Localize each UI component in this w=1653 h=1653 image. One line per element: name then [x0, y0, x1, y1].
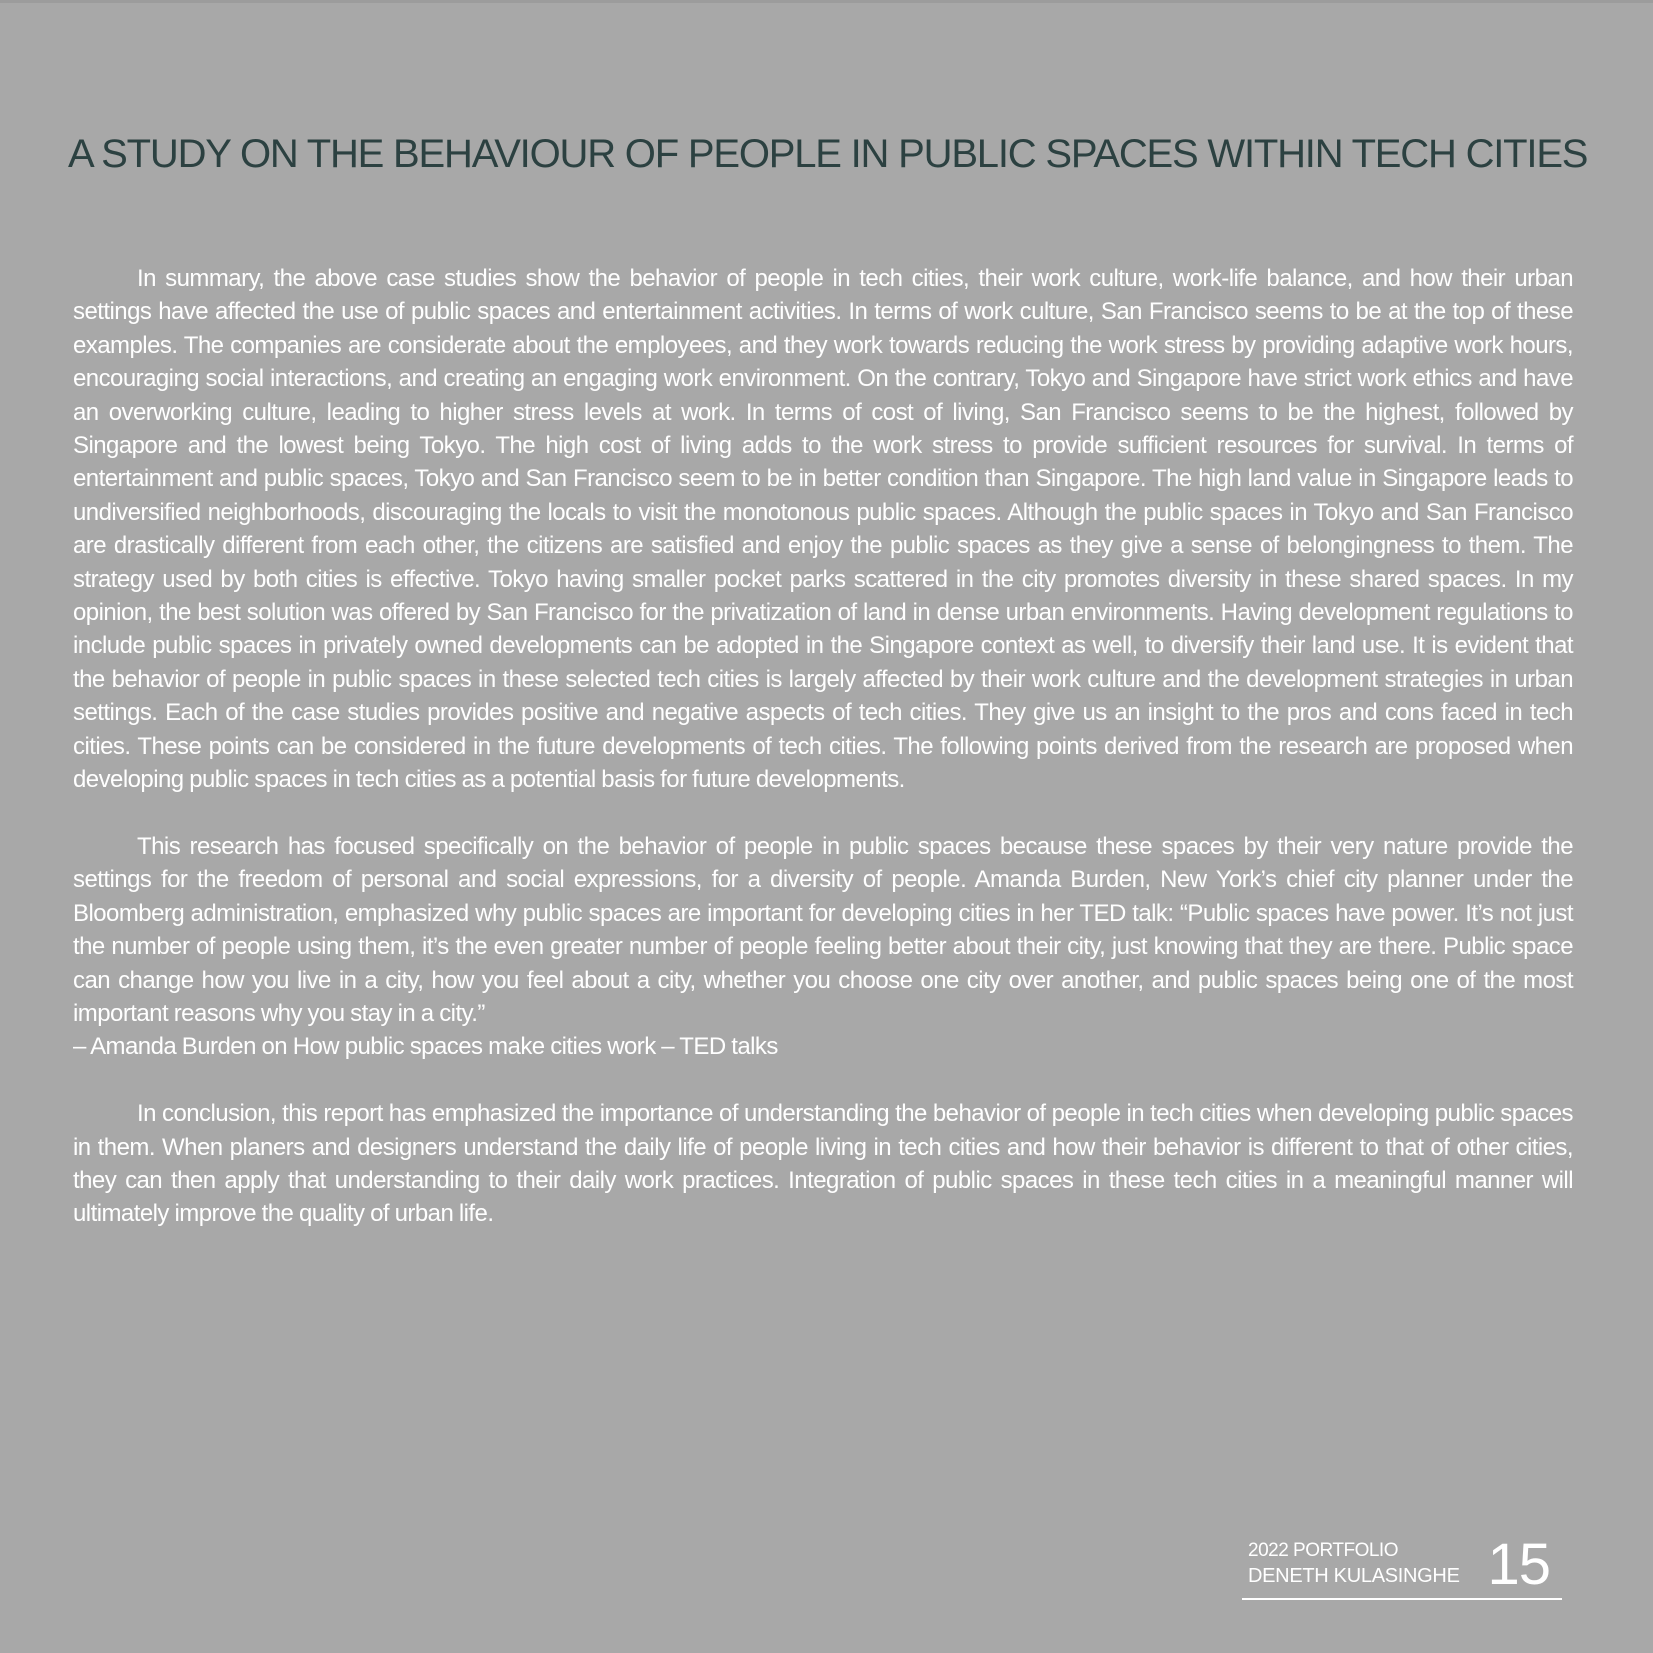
page-top-edge — [0, 0, 1653, 3]
research-paragraph — [73, 830, 1573, 1064]
page-footer — [1242, 1532, 1562, 1600]
summary-paragraph: In summary, the above case studies show the behavior of people in tech cities, their work culture, work-life balance, and how their urban settings have affected the use of public spaces and entertainment activities. In terms of work culture, San Francisco seems to be at the top of these examples. The companies are considerate about the employees, and they work towards reducing the work stress by providing adaptive work hours, encouraging social interactions, and creating an engaging work environment. On the contrary, Tokyo and Singapore have strict work ethics and have an overworking culture, leading to higher stress levels at work. In terms of cost of living, San Francisco seems to be the highest, followed by Singapore and the lowest being Tokyo. The high cost of living adds to the work stress to provide sufficient resources for survival. In terms of entertainment and public spaces, Tokyo and San Francisco seem to be in better condition than Singapore. The high land value in Singapore leads to undiversified neighborhoods, discouraging the locals to visit the monotonous public spaces. Although the public spaces in Tokyo and San Francisco are drastically different from each other, the citizens are satisfied and enjoy the public spaces as they give a sense of belongingness to them. The strategy used by both cities is effective. Tokyo having smaller pocket parks scattered in the city promotes diversity in these shared spaces. In my opinion, the best solution was offered by San Francisco for the privatization of land in dense urban environments. Having development regulations to include public spaces in privately owned developments can be adopted in the Singapore context as well, to diversify their land use. It is evident that the behavior of people in public spaces in these selected tech cities is largely affected by their work culture and the development strategies in urban settings. Each of the case studies provides positive and negative aspects of tech cities. They give us an insight to the pros and cons faced in tech cities. These points can be considered in the future developments of tech cities. The following points derived from the research are proposed when developing public spaces in tech cities as a potential basis for future developments. — [73, 265, 1573, 794]
research-quote-text: This research has focused specifically on the behavior of people in public spaces because these spaces by their very nature provide the settings for the freedom of personal and social expressions, for a diversity of people. Amanda Burden, New York’s chief city planner under the Bloomberg administration, emphasized why public spaces are important for developing cities in her TED talk: “Public spaces have power. It’s not just the number of people using them, it’s the even greater number of people feeling better about their city, just knowing that they are there. Public space can change how you live in a city, how you feel about a city, whether you choose one city over another, and public spaces being one of the most important reasons why you stay in a city.” — [73, 832, 1573, 1027]
footer-author-name: DENETH KULASINGHE — [1248, 1565, 1460, 1587]
page-number: 15 — [1487, 1532, 1550, 1597]
quote-attribution: – Amanda Burden on How public spaces make cities work – TED talks — [73, 1033, 778, 1061]
body-text — [73, 262, 1573, 1231]
conclusion-paragraph: In conclusion, this report has emphasized the importance of understanding the behavior of people in tech cities when developing public spaces in them. When planers and designers understand the daily life of people living in tech cities and how their behavior is different to that of other cities, they can then apply that understanding to their daily work practices. Integration of public spaces in these tech cities in a meaningful manner will ultimately improve the quality of urban life. — [73, 1100, 1573, 1228]
page-title: A STUDY ON THE BEHAVIOUR OF PEOPLE IN PUBLIC SPACES WITHIN TECH CITIES — [68, 132, 1588, 176]
footer-portfolio-label: 2022 PORTFOLIO — [1248, 1540, 1398, 1561]
